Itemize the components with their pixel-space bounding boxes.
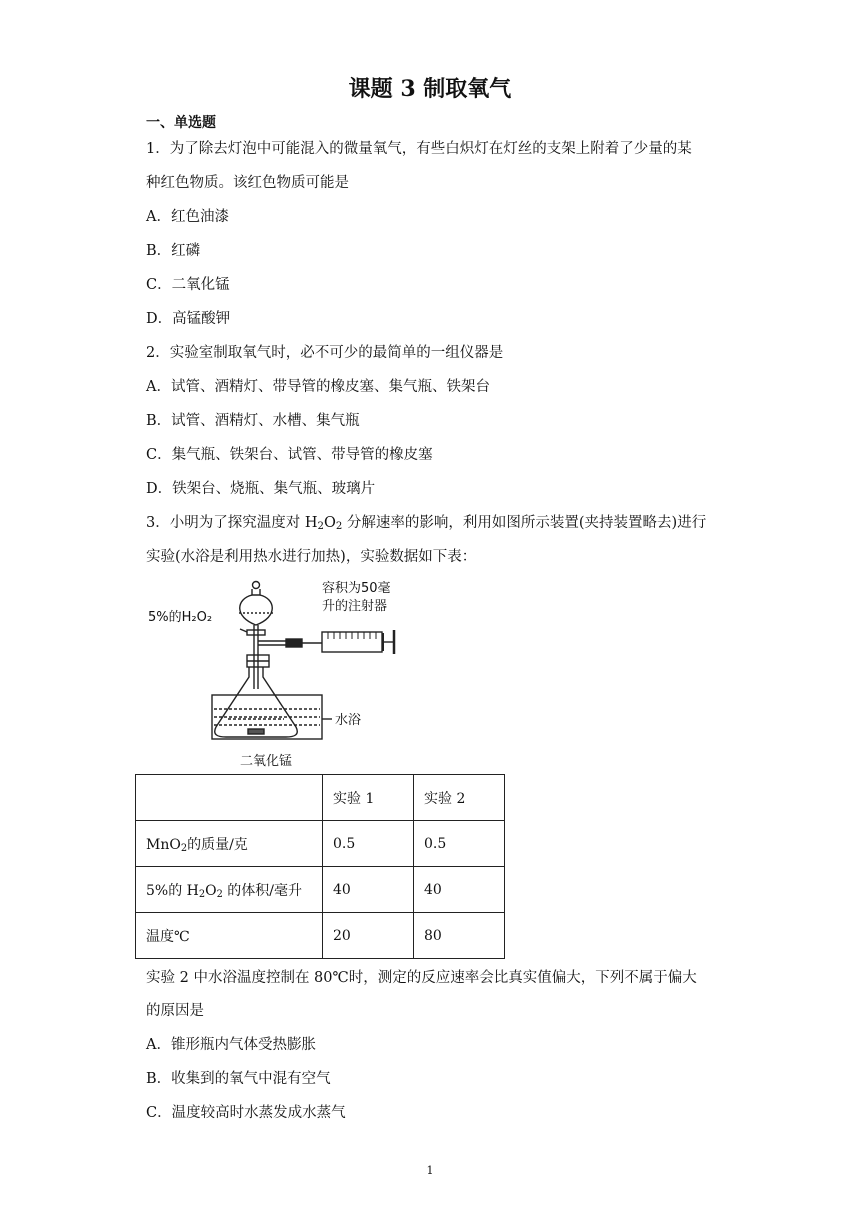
table-cell: 40 [414, 867, 505, 913]
q1-stem-line1: 1．为了除去灯泡中可能混入的微量氧气，有些白炽灯在灯丝的支架上附着了少量的某 [146, 141, 692, 157]
table-cell [136, 775, 323, 821]
label-syringe-1: 容积为50毫 [322, 581, 391, 596]
q3-option-c: C．温度较高时水蒸发成水蒸气 [146, 1105, 346, 1121]
q3-stem-line2: 实验(水浴是利用热水进行加热)，实验数据如下表： [146, 549, 477, 565]
table-row-label: MnO$_2$的质量/克 [136, 821, 323, 867]
table-cell: 0.5 [323, 821, 414, 867]
q1-stem-line2: 种红色物质。该红色物质可能是 [146, 175, 349, 191]
q1-option-d: D．高锰酸钾 [146, 311, 231, 327]
table-row [136, 821, 505, 867]
section-heading: 一、单选题 [146, 115, 216, 131]
label-syringe-2: 升的注射器 [322, 599, 388, 614]
label-h2o2: 5%的H₂O₂ [148, 610, 213, 625]
label-bath: 水浴 [335, 713, 362, 728]
table-cell: 40 [323, 867, 414, 913]
h2o2-pointer [240, 629, 247, 632]
q3-option-a: A．锥形瓶内气体受热膨胀 [146, 1037, 316, 1053]
page-number: 1 [426, 1164, 434, 1177]
tube-clamp [286, 639, 302, 647]
table-row [136, 775, 505, 821]
table-cell: 80 [414, 913, 505, 959]
q1-option-a: A．红色油漆 [146, 209, 229, 225]
mno2-solid [248, 729, 264, 734]
table-cell: 0.5 [414, 821, 505, 867]
q3-stem-line1: 3．小明为了探究温度对 $H_2O_2$ 分解速率的影响，利用如图所示装置(夹持装置略去)进行 [146, 515, 707, 532]
apparatus-diagram [136, 577, 426, 772]
q3-followup-line1: 实验 2 中水浴温度控制在 80℃时，测定的反应速率会比真实值偏大，下列不属于偏大 [146, 970, 697, 986]
q3-followup-line2: 的原因是 [146, 1003, 204, 1019]
table-row-label: 5%的 $H_2O_2$ 的体积/毫升 [136, 867, 323, 913]
q2-option-d: D．铁架台、烧瓶、集气瓶、玻璃片 [146, 481, 376, 497]
page-title: 课题 3 制取氧气 [348, 76, 512, 102]
experiment-table [135, 774, 505, 959]
funnel-stopper [253, 582, 260, 589]
funnel-stopcock [247, 630, 265, 635]
conical-flask [215, 667, 298, 737]
funnel-bulb [240, 595, 273, 625]
table-row [136, 913, 505, 959]
apparatus-figure [136, 577, 426, 772]
q2-option-b: B．试管、酒精灯、水槽、集气瓶 [146, 413, 360, 429]
q3-option-b: B．收集到的氧气中混有空气 [146, 1071, 331, 1087]
funnel-neck [252, 589, 260, 595]
delivery-tube [258, 641, 286, 645]
table-row-label: 温度℃ [136, 913, 323, 959]
table-row [136, 867, 505, 913]
q2-option-c: C．集气瓶、铁架台、试管、带导管的橡皮塞 [146, 447, 433, 463]
label-mno2: 二氧化锰 [240, 754, 293, 769]
q1-option-b: B．红磷 [146, 243, 201, 259]
table-header: 实验 2 [414, 775, 505, 821]
q2-stem: 2．实验室制取氧气时，必不可少的最简单的一组仪器是 [146, 345, 504, 361]
table-header: 实验 1 [323, 775, 414, 821]
q1-option-c: C．二氧化锰 [146, 277, 230, 293]
q2-option-a: A．试管、酒精灯、带导管的橡皮塞、集气瓶、铁架台 [146, 379, 490, 395]
table-cell: 20 [323, 913, 414, 959]
